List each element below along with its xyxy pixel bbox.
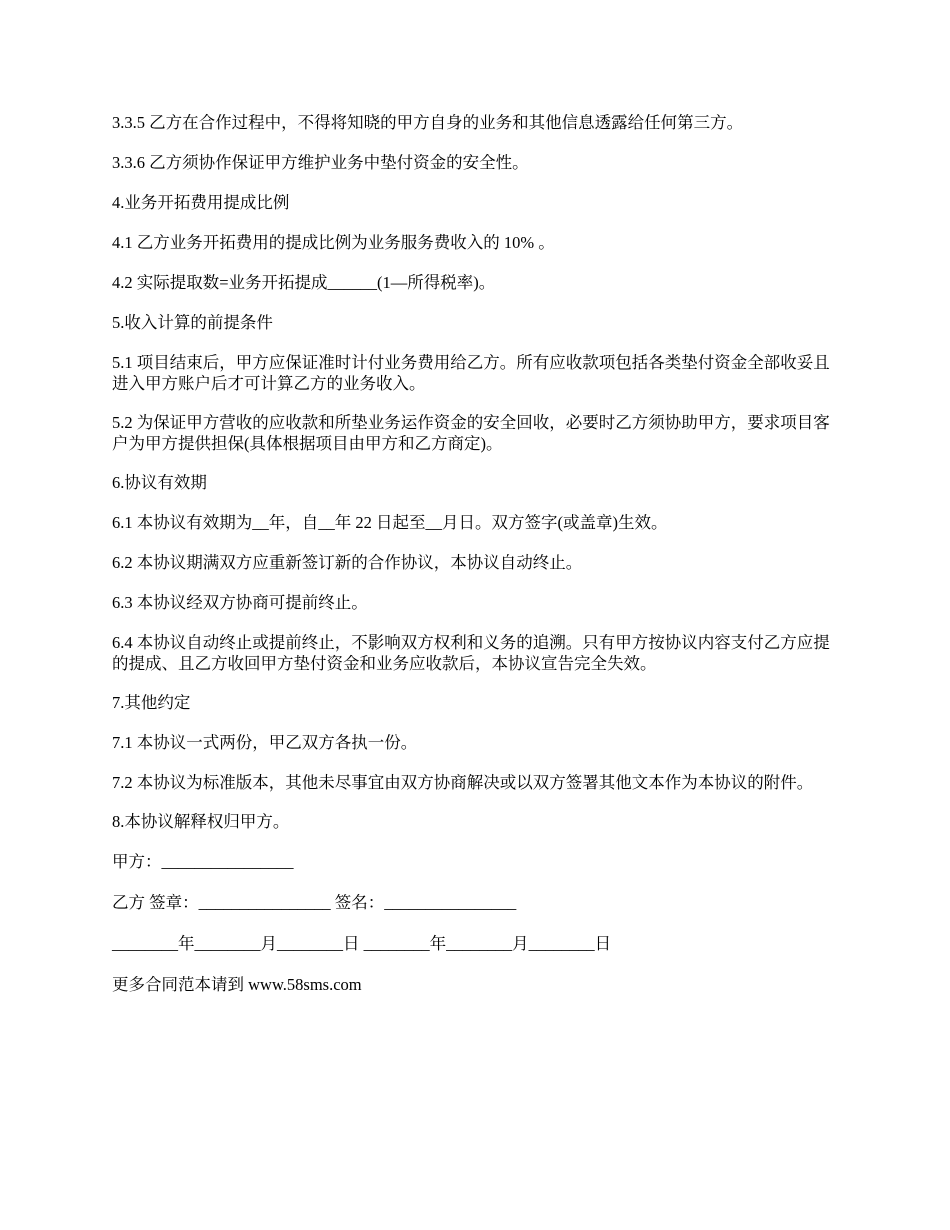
clause-6-3: 6.3 本协议经双方协商可提前终止。 [112, 593, 368, 612]
date-line: ________年________月________日 ________年________月________日 [112, 934, 612, 953]
footer-link-text: 更多合同范本请到 www.58sms.com [112, 975, 362, 994]
clause-7-2: 7.2 本协议为标准版本，其他未尽事宜由双方协商解决或以双方签署其他文本作为本协议的附件。 [112, 773, 814, 792]
clause-4-2: 4.2 实际提取数=业务开拓提成______(1—所得税率)。 [112, 273, 496, 292]
clause-5-2: 5.2 为保证甲方营收的应收款和所垫业务运作资金的安全回收，必要时乙方须协助甲方，要求项目客户为甲方提供担保(具体根据项目由甲方和乙方商定)。 [112, 413, 830, 453]
document-page [112, 112, 832, 1014]
section-heading-5: 5.收入计算的前提条件 [112, 313, 273, 332]
party-a-signature-line: 甲方：________________ [112, 852, 294, 871]
clause-6-4: 6.4 本协议自动终止或提前终止，不影响双方权利和义务的追溯。只有甲方按协议内容支付乙方应提的提成、且乙方收回甲方垫付资金和业务应收款后，本协议宣告完全失效。 [112, 633, 830, 673]
clause-7-1: 7.1 本协议一式两份，甲乙双方各执一份。 [112, 733, 418, 752]
clause-6-1: 6.1 本协议有效期为__年，自__年 22 日起至__月日。双方签字(或盖章)生效。 [112, 513, 668, 532]
clause-4-1: 4.1 乙方业务开拓费用的提成比例为业务服务费收入的 10% 。 [112, 233, 555, 252]
section-heading-4: 4.业务开拓费用提成比例 [112, 193, 290, 212]
clause-5-1: 5.1 项目结束后，甲方应保证准时计付业务费用给乙方。所有应收款项包括各类垫付资金全部收妥且进入甲方账户后才可计算乙方的业务收入。 [112, 353, 830, 393]
clause-8: 8.本协议解释权归甲方。 [112, 812, 290, 831]
clause-3-3-5: 3.3.5 乙方在合作过程中，不得将知晓的甲方自身的业务和其他信息透露给任何第三方。 [112, 113, 744, 132]
clause-6-2: 6.2 本协议期满双方应重新签订新的合作协议，本协议自动终止。 [112, 553, 583, 572]
section-heading-7: 7.其他约定 [112, 693, 191, 712]
clause-3-3-6: 3.3.6 乙方须协作保证甲方维护业务中垫付资金的安全性。 [112, 153, 529, 172]
party-b-signature-line: 乙方 签章：________________ 签名：________________ [112, 893, 517, 912]
section-heading-6: 6.协议有效期 [112, 473, 207, 492]
